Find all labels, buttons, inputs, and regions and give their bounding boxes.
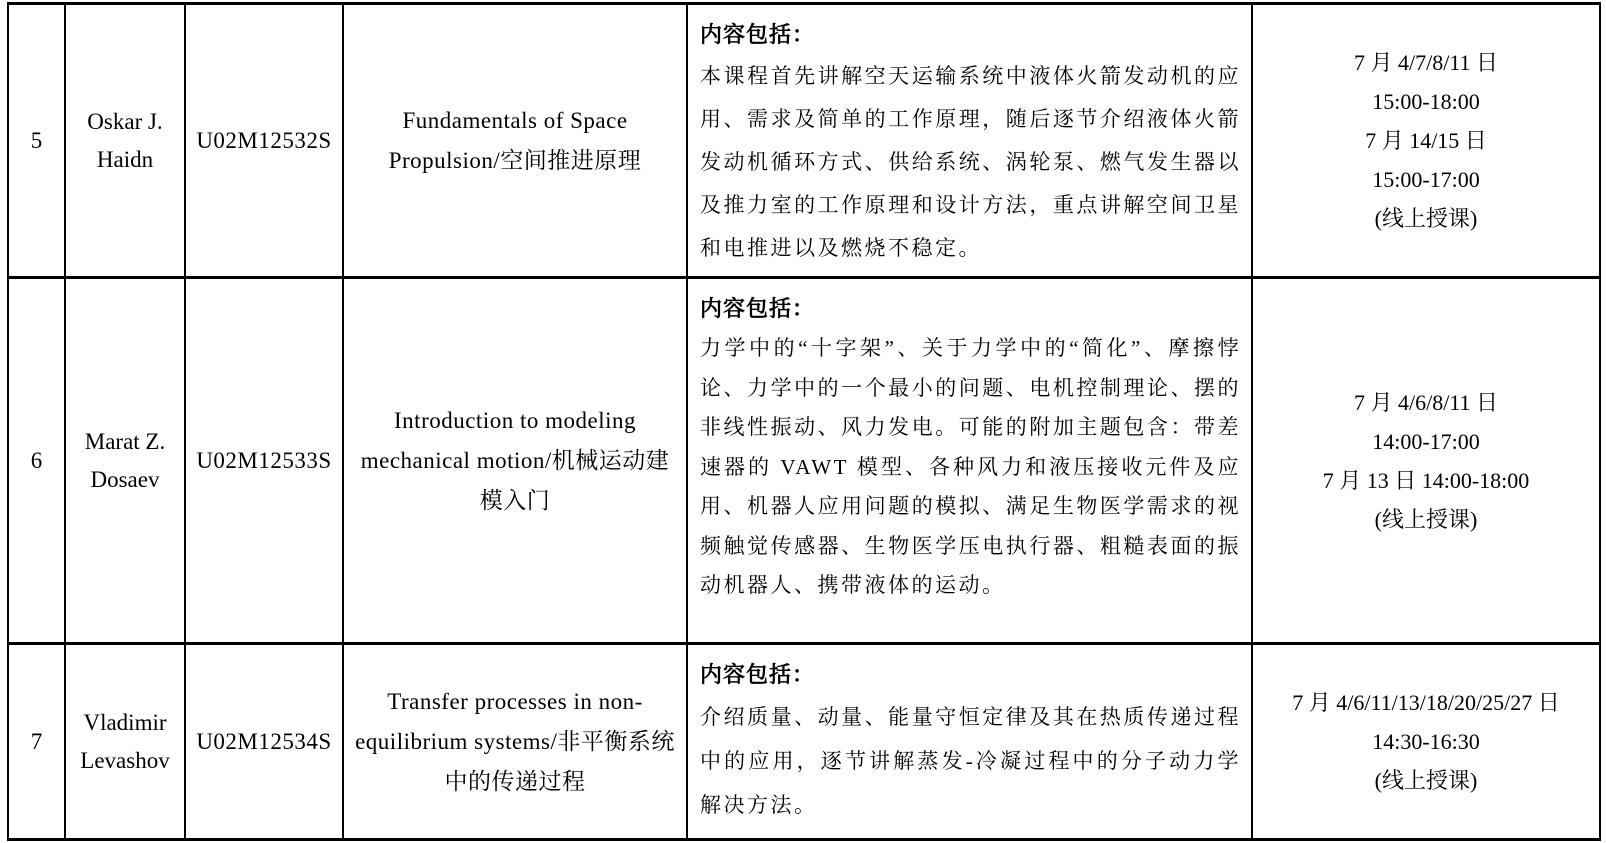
course-code: U02M12533S [185, 278, 343, 644]
content-label: 内容包括： [700, 296, 816, 321]
schedule-line: (线上授课) [1374, 206, 1478, 231]
instructor-name: Oskar J. Haidn [65, 4, 185, 278]
course-schedule-cell [1252, 278, 1600, 644]
content-text: 力学中的“十字架”、关于力学中的“简化”、摩擦悖论、力学中的一个最小的问题、电机控制理论、摆的非线性振动、风力发电。可能的附加主题包含：带差速器的 VAWT 模型、各种风力和液压接收元件及应用、机器人应用问题的模拟、满足生物医学需求的视频触觉传感器、生物医学压电执行器、粗糙表面的振动机器人、携带液体的运动。 [700, 336, 1241, 597]
schedule-line: 7 月 4/6/8/11 日 [1353, 389, 1499, 415]
table-row [8, 644, 1600, 840]
instructor-name: Marat Z. Dosaev [65, 278, 185, 644]
course-title: Fundamentals of Space Propulsion/空间推进原理 [343, 4, 687, 278]
row-number: 5 [8, 4, 65, 278]
course-schedule-cell [1252, 644, 1600, 840]
course-content-cell [687, 644, 1252, 840]
row-number: 6 [8, 278, 65, 644]
course-schedule-cell [1252, 4, 1600, 278]
course-code: U02M12532S [185, 4, 343, 278]
table-row [8, 278, 1600, 644]
content-text: 介绍质量、动量、能量守恒定律及其在热质传递过程中的应用，逐节讲解蒸发-冷凝过程中的分子动力学解决方法。 [700, 705, 1241, 817]
content-label: 内容包括： [700, 22, 816, 47]
schedule-line: 15:00-17:00 [1372, 167, 1480, 192]
schedule-line: 14:30-16:30 [1372, 729, 1480, 754]
schedule-line: 7 月 4/7/8/11 日 [1353, 50, 1499, 75]
course-title: Transfer processes in non-equilibrium systems/非平衡系统中的传递过程 [343, 644, 687, 840]
instructor-name: Vladimir Levashov [65, 644, 185, 840]
course-code: U02M12534S [185, 644, 343, 840]
course-title: Introduction to modeling mechanical motion/机械运动建模入门 [343, 278, 687, 644]
schedule-line: 7 月 4/6/11/13/18/20/25/27 日 [1292, 690, 1560, 715]
content-text: 本课程首先讲解空天运输系统中液体火箭发动机的应用、需求及简单的工作原理，随后逐节介绍液体火箭发动机循环方式、供给系统、涡轮泵、燃气发生器以及推力室的工作原理和设计方法，重点讲解空间卫星和电推进以及燃烧不稳定。 [700, 64, 1241, 260]
schedule-line: 7 月 13 日 14:00-18:00 [1322, 467, 1530, 493]
course-content-cell [687, 278, 1252, 644]
schedule-line: (线上授课) [1374, 506, 1478, 532]
row-number: 7 [8, 644, 65, 840]
schedule-line: 14:00-17:00 [1372, 428, 1480, 454]
content-label: 内容包括： [700, 662, 816, 687]
course-content-cell [687, 4, 1252, 278]
schedule-line: (线上授课) [1374, 768, 1478, 793]
table-row [8, 4, 1600, 278]
schedule-line: 15:00-18:00 [1372, 89, 1480, 114]
course-schedule-table [7, 2, 1601, 841]
schedule-line: 7 月 14/15 日 [1365, 128, 1487, 153]
